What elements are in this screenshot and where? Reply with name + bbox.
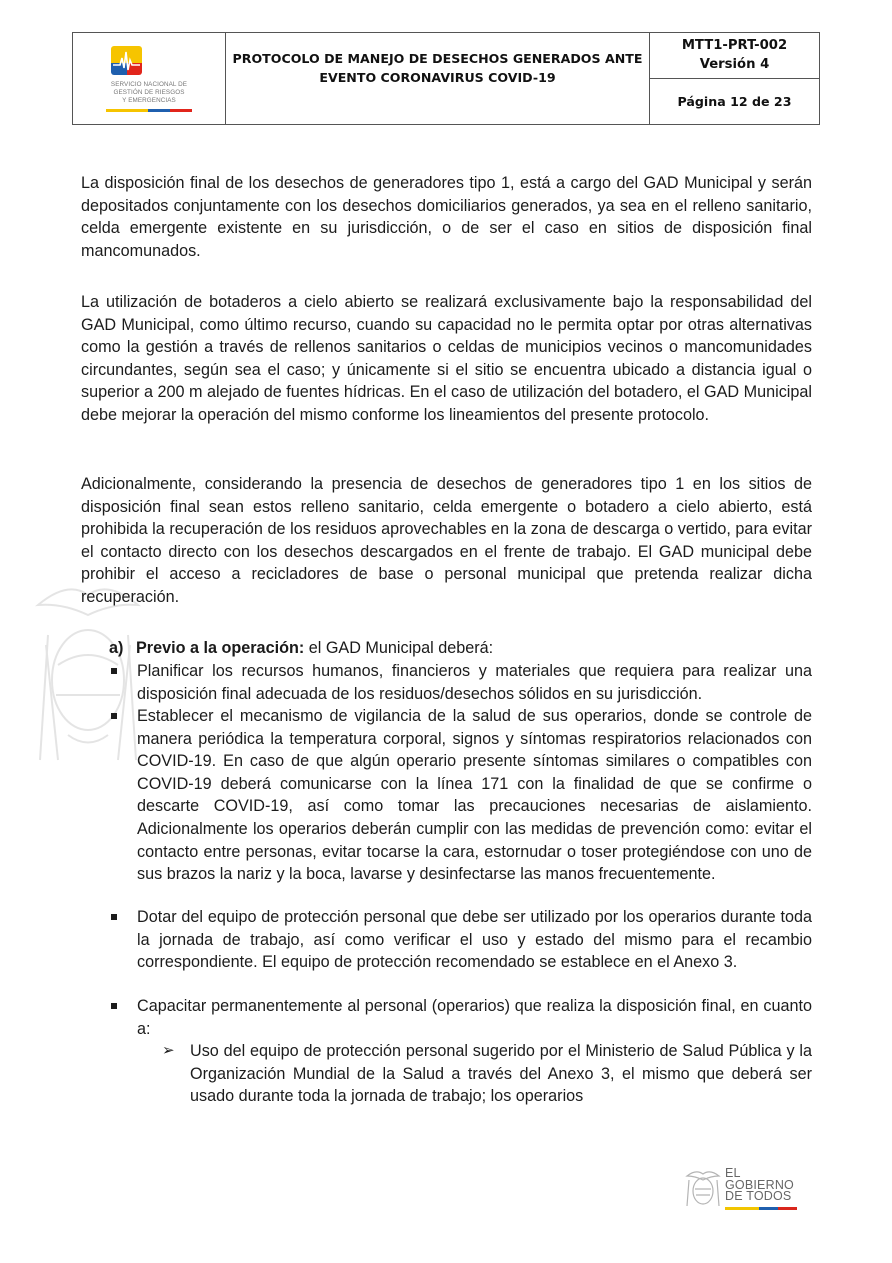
square-bullet-icon — [111, 914, 117, 920]
footer-line3: DE TODOS — [725, 1189, 792, 1203]
section-a-heading-bold: Previo a la operación: — [136, 639, 305, 657]
list-item — [137, 705, 812, 886]
document-title — [226, 33, 650, 124]
list-item-text: Dotar del equipo de protección personal que debe ser utilizado por los operarios durante toda la jornada de trabajo, así como verificar el uso y estado del mismo para el recambio correspondiente. El equipo de protección recomendado se establece en el Anexo 3. — [137, 908, 812, 972]
paragraph-2: La utilización de botaderos a cielo abierto se realizará exclusivamente bajo la responsabilidad del GAD Municipal, como último recurso, cuando su capacidad no le permita optar por otras alternativas como la gestión a través de rellenos sanitarios o celdas de municipios vecinos o mancomunidades circundantes, según sea el caso; y únicamente si el sitio se encuentra ubicado a distancia igual o superior a 200 m alejado de fuentes hídricas. En el caso de utilización del botadero, el GAD Municipal debe mejorar la operación del mismo conforme los lineamientos del presente protocolo. — [81, 293, 812, 424]
list-item — [137, 906, 812, 974]
square-bullet-icon — [111, 1003, 117, 1009]
sub-list-item-text: Uso del equipo de protección personal sugerido por el Ministerio de Salud Pública y la Organización Mundial de la Salud a través del Anexo 3, el mismo que deberá ser usado durante toda la jornada de trabajo; los operarios — [190, 1042, 812, 1106]
document-meta — [650, 33, 819, 124]
list-item-text: Establecer el mecanismo de vigilancia de la salud de sus operarios, donde se controle de manera periódica la temperatura corporal, signos y síntomas respiratorios relacionados con COVID-19. En caso de que algún operario presente síntomas similares o compatibles con COVID-19 deberá comunicarse con la línea 171 con la finalidad de que se confirme o descarte COVID-19, así como tomar las precauciones necesarias de aislamiento. Adicionalmente los operarios deberán cumplir con las medidas de prevención como: evitar el contacto entre personas, evitar tocarse la cara, estornudar o toser protegiéndose con uno de sus brazos la nariz y la boca, lavarse y desinfectarse las manos frecuentemente. — [137, 707, 812, 884]
page-number: Página 12 de 23 — [677, 94, 792, 109]
section-a-label: a) — [109, 639, 124, 657]
square-bullet-icon — [111, 668, 117, 674]
list-item — [137, 995, 812, 1040]
footer-color-bar — [725, 1207, 797, 1210]
sngre-logo — [73, 33, 226, 124]
logo-text-line1: SERVICIO NACIONAL DE — [110, 81, 188, 88]
doc-code: MTT1-PRT-002 — [681, 38, 788, 53]
doc-version: Versión 4 — [699, 57, 770, 72]
arrow-bullet-icon: ➢ — [162, 1042, 175, 1059]
sngre-logo-mark-icon — [111, 46, 142, 75]
section-a-heading — [109, 637, 493, 660]
gobierno-de-todos-logo — [684, 1166, 799, 1216]
title-line2: EVENTO CORONAVIRUS COVID-19 — [319, 70, 556, 85]
logo-text-line2: GESTIÓN DE RIESGOS — [113, 89, 185, 96]
footer-line2: GOBIERNO — [725, 1177, 794, 1192]
title-line1: PROTOCOLO DE MANEJO DE DESECHOS GENERADOS ANTE — [232, 51, 643, 66]
footer-logo-text — [725, 1168, 794, 1203]
footer-line1: EL — [725, 1166, 741, 1180]
logo-text-line3: Y EMERGENCIAS — [122, 97, 176, 104]
section-a-heading-rest: el GAD Municipal deberá: — [304, 639, 494, 657]
square-bullet-icon — [111, 713, 117, 719]
coat-of-arms-icon — [684, 1168, 722, 1208]
doc-code-version — [650, 33, 819, 79]
list-item-text: Capacitar permanentemente al personal (operarios) que realiza la disposición final, en cuanto a: — [137, 997, 812, 1038]
paragraph-3: Adicionalmente, considerando la presencia de desechos de generadores tipo 1 en los sitios de disposición final sean estos relleno sanitario, celda emergente o botadero a cielo abierto, está prohibida la recuperación de los residuos aprovechables en la zona de descarga o vertido, para evitar el contacto directo con los desechos descargados en el frente de trabajo. El GAD municipal debe prohibir el acceso a recicladores de base o personal municipal que pretenda realizar dicha recuperación. — [81, 475, 812, 606]
list-item — [137, 660, 812, 705]
logo-color-bar — [106, 109, 192, 112]
paragraph-1: La disposición final de los desechos de generadores tipo 1, está a cargo del GAD Municipal y serán depositados conjuntamente con los desechos domiciliarios generados, ya sea en el relleno sanitario, celda emergente existente en su jurisdicción, o de ser el caso en sitios de disposición final mancomunados. — [81, 174, 812, 260]
sub-list-item — [162, 1040, 812, 1108]
list-item-text: Planificar los recursos humanos, financieros y materiales que requiera para realizar una disposición final adecuada de los residuos/desechos sólidos en su jurisdicción. — [137, 662, 812, 703]
document-header — [72, 32, 820, 125]
